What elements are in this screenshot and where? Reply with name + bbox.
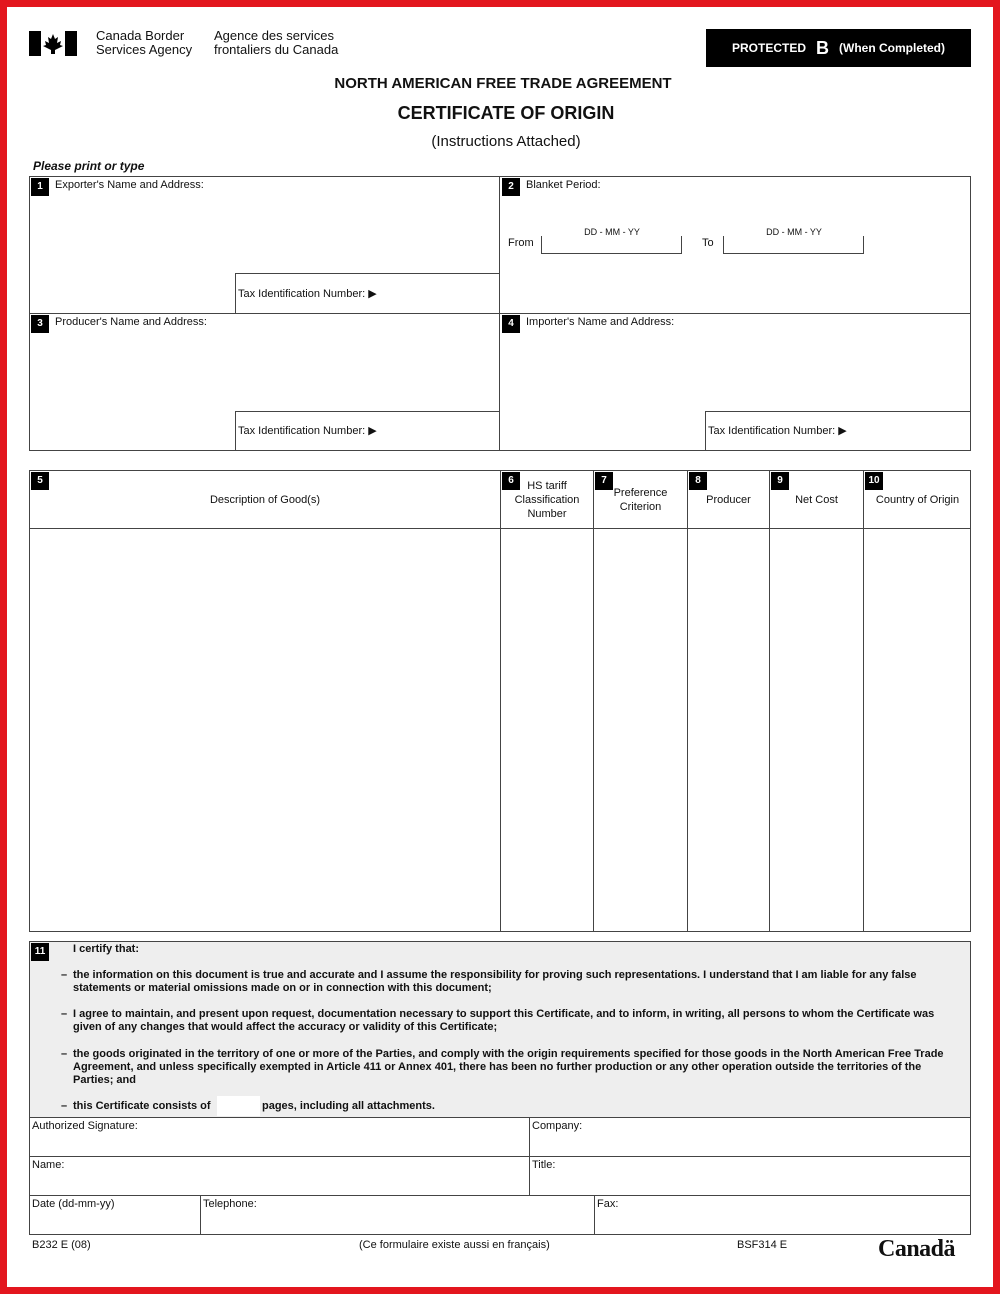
field-6-number: 6	[502, 472, 520, 490]
preference-header	[594, 486, 687, 514]
bullet-dash: –	[61, 1100, 68, 1112]
sig-hline	[29, 1156, 971, 1157]
field-7-number: 7	[595, 472, 613, 490]
certify-intro: I certify that:	[73, 943, 140, 955]
title-input[interactable]	[531, 1172, 969, 1194]
date-label: Date (dd-mm-yy)	[32, 1198, 115, 1210]
producer-cell[interactable]	[688, 530, 769, 931]
importer-tax-label	[708, 424, 847, 437]
field-10-number: 10	[865, 472, 883, 490]
producer-label: Producer's Name and Address:	[55, 316, 207, 328]
net-cost-cell[interactable]	[770, 530, 863, 931]
from-label: From	[508, 237, 534, 249]
authorized-signature-label: Authorized Signature:	[32, 1120, 138, 1132]
hs-tariff-l1: HS tariff	[527, 480, 567, 492]
bsf-number: BSF314 E	[737, 1239, 788, 1251]
bullet-dash: –	[61, 1048, 68, 1060]
importer-label: Importer's Name and Address:	[526, 316, 675, 328]
exporter-label: Exporter's Name and Address:	[55, 179, 204, 191]
agency-en-line1: Canada Border	[96, 28, 185, 43]
country-header: Country of Origin	[875, 494, 960, 506]
certify-paragraph-3: the goods originated in the territory of one or more of the Parties, and comply with the origin requirements specified for those goods in the North American Free Trade Agreement, and unless specifically exempted in Article 411 or Annex 401, there has been no further production or any other operation outside the territories of the Parties; and	[73, 1048, 944, 1086]
certify-pages-prefix: this Certificate consists of	[73, 1100, 211, 1112]
field-4-number: 4	[502, 315, 520, 333]
importer-input[interactable]	[501, 331, 969, 409]
company-input[interactable]	[531, 1133, 969, 1155]
sig-vline	[594, 1195, 595, 1235]
producer-header: Producer	[706, 494, 751, 506]
exporter-input[interactable]	[30, 194, 498, 272]
agency-en-line2: Services Agency	[96, 42, 193, 57]
arrow-right-icon: ▶	[368, 425, 377, 437]
agency-name-fr	[214, 29, 338, 57]
name-input[interactable]	[30, 1172, 528, 1194]
sig-vline	[529, 1117, 530, 1196]
bullet-dash: –	[61, 1008, 68, 1020]
certify-paragraph-2: I agree to maintain, and present upon request, documentation necessary to support this Certificate, and to inform, in writing, all persons to whom the Certificate was given of any changes that would affect the accuracy or validity of this Certificate;	[73, 1008, 935, 1033]
hs-tariff-header	[501, 479, 593, 521]
hs-tariff-l2: Classification	[514, 494, 580, 506]
print-note: Please print or type	[33, 159, 145, 173]
producer-tax-text: Tax Identification Number:	[238, 425, 366, 437]
french-version-note: (Ce formulaire existe aussi en français)	[359, 1239, 550, 1251]
field-8-number: 8	[689, 472, 707, 490]
agency-fr-line2: frontaliers du Canada	[214, 42, 339, 57]
parties-hdivider	[29, 313, 971, 314]
certify-pages-suffix: pages, including all attachments.	[262, 1100, 435, 1112]
net-cost-header: Net Cost	[795, 494, 838, 506]
producer-tax-label	[238, 424, 377, 437]
to-label: To	[702, 237, 714, 249]
country-cell[interactable]	[864, 530, 970, 931]
description-cell[interactable]	[30, 530, 500, 931]
certificate-title: CERTIFICATE OF ORIGIN	[397, 103, 615, 123]
hs-tariff-l3: Number	[527, 508, 567, 520]
exporter-tax-label	[238, 287, 377, 300]
date-input[interactable]	[30, 1211, 199, 1233]
name-label: Name:	[32, 1159, 65, 1171]
field-1-number: 1	[31, 178, 49, 196]
field-9-number: 9	[771, 472, 789, 490]
sig-vline	[200, 1195, 201, 1235]
form-number: B232 E (08)	[32, 1239, 91, 1251]
certify-paragraph-1: the information on this document is true and accurate and I assume the responsibility for proving such representations. I understand that I am liable for any false statements or material omissions made on or in connection with this document;	[73, 969, 917, 994]
arrow-right-icon: ▶	[368, 288, 377, 300]
protected-level: B	[816, 37, 829, 58]
field-2-number: 2	[502, 178, 520, 196]
protected-suffix: (When Completed)	[839, 41, 945, 55]
agreement-title: NORTH AMERICAN FREE TRADE AGREEMENT	[334, 75, 672, 92]
exporter-tax-text: Tax Identification Number:	[238, 288, 366, 300]
arrow-right-icon: ▶	[838, 425, 847, 437]
company-label: Company:	[532, 1120, 583, 1132]
authorized-signature-input[interactable]	[30, 1133, 528, 1155]
hs-tariff-cell[interactable]	[501, 530, 593, 931]
fax-input[interactable]	[596, 1211, 969, 1233]
blanket-period-label: Blanket Period:	[526, 179, 601, 191]
telephone-input[interactable]	[202, 1211, 593, 1233]
description-header: Description of Good(s)	[209, 494, 321, 506]
agency-fr-line1: Agence des services	[214, 28, 334, 43]
producer-input[interactable]	[30, 331, 498, 409]
canada-flag-icon	[29, 31, 77, 56]
preference-cell[interactable]	[594, 530, 687, 931]
to-date-format: DD - MM - YY	[766, 227, 822, 237]
title-label: Title:	[532, 1159, 556, 1171]
protected-badge	[706, 29, 971, 67]
preference-l1: Preference	[613, 487, 668, 499]
fax-label: Fax:	[597, 1198, 619, 1210]
protected-prefix: PROTECTED	[731, 41, 806, 55]
field-3-number: 3	[31, 315, 49, 333]
telephone-label: Telephone:	[203, 1198, 257, 1210]
preference-l2: Criterion	[619, 501, 662, 513]
bullet-dash: –	[61, 969, 68, 981]
importer-tax-text: Tax Identification Number:	[708, 425, 836, 437]
canada-wordmark: Canadä	[878, 1236, 956, 1262]
field-5-number: 5	[31, 472, 49, 490]
to-date-input[interactable]	[723, 236, 864, 254]
field-11-number: 11	[31, 943, 49, 961]
from-date-format: DD - MM - YY	[584, 227, 640, 237]
page-count-input[interactable]	[217, 1096, 260, 1116]
agency-name-en	[96, 29, 192, 57]
from-date-input[interactable]	[541, 236, 682, 254]
sig-hline	[29, 1195, 971, 1196]
instructions-note: (Instructions Attached)	[431, 133, 581, 150]
